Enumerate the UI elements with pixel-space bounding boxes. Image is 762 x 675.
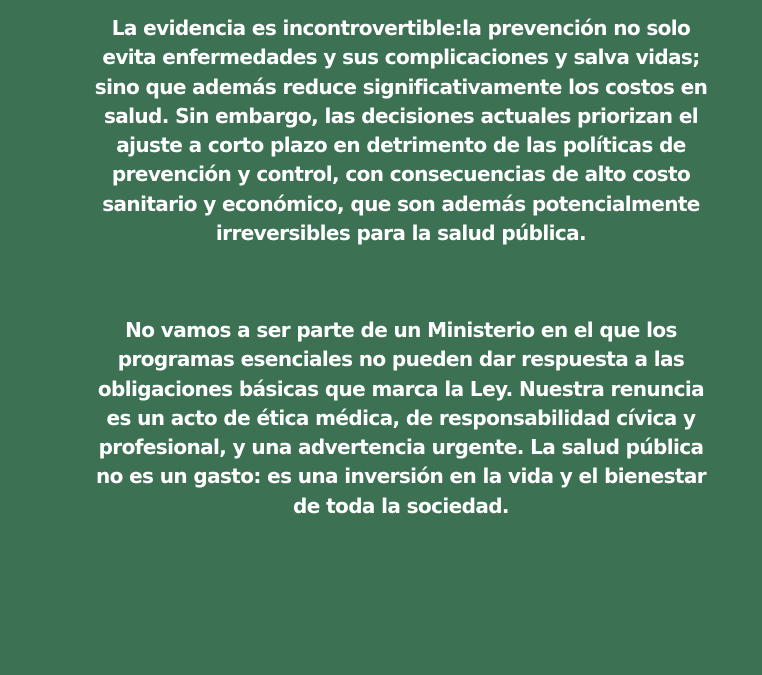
paragraph-evidence: La evidencia es incontrovertible:la prevención no solo evita enfermedades y sus complicaciones y salva vidas; sino que además reduce significativamente los costos en salud. Sin embargo, las decisiones actuales priorizan el ajuste a corto plazo en detrimento de las políticas de prevención y control, con consecuencias de alto costo sanitario y económico, que son además potencialmente irreversibles para la salud pública. [94,16,708,246]
paragraph-resignation: No vamos a ser parte de un Ministerio en el que los programas esenciales no pueden dar respuesta a las obligaciones básicas que marca la Ley. Nuestra renuncia es un acto de ética médica, de responsabilidad cívica y profesional, y una advertencia urgente. La salud pública no es un gasto: es una inversión en la vida y el bienestar de toda la sociedad. [95,318,707,518]
